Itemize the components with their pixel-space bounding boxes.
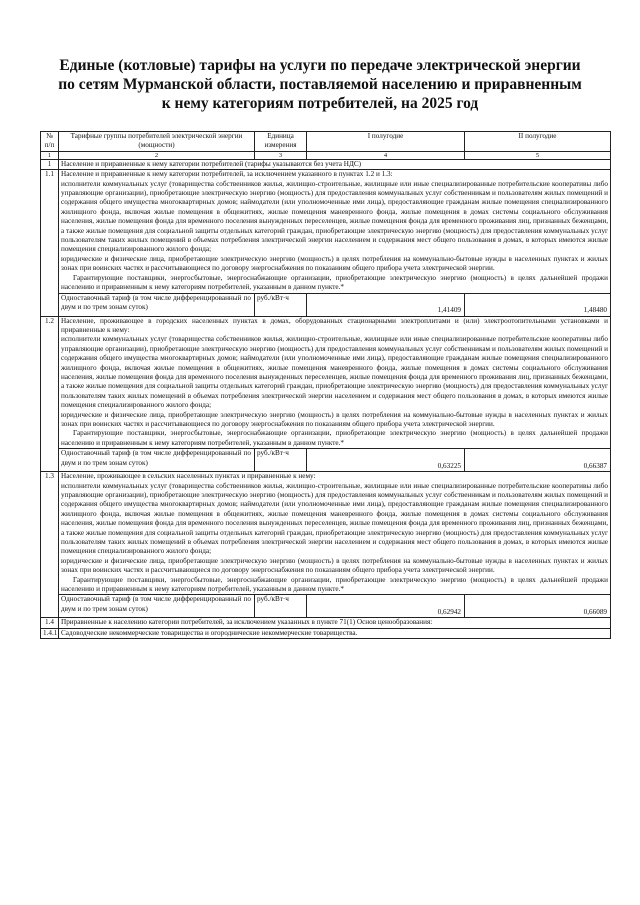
tariff-unit: руб./кВт·ч bbox=[255, 293, 307, 316]
paragraph: исполнители коммунальных услуг (товарищества собственников жилья, жилищно-строительные, жилищные или иные специализированные потребительские кооперативы либо управляющие организации), приобретающие электрическую энергию (мощность) для предоставления коммунальных услуг собственникам и пользователям жилых помещений и содержания общего имущества многоквартирных домов; наймодатели (или уполномоченные ими лица), предоставляющие гражданам жилые помещения специализированного жилищного фонда, включая жилые помещения в общежитиях, жилые помещения маневренного фонда, жилые помещения в домах системы социального обслуживания населения, жилые помещения фонда для временного поселения вынужденных переселенцев, жилые помещения фонда для временного проживания лиц, признанных беженцами, а также жилые помещения для социальной защиты отдельных категорий граждан, приобретающие электрическую энергию (мощность) для предоставления коммунальных услуг пользователям таких жилых помещений в объемах потребления электрической энергии населением и содержания мест общего пользования в домах, в которых имеются жилые помещения специализированного жилого фонда; bbox=[61, 335, 608, 410]
row-number: 1 bbox=[41, 159, 59, 169]
tariff-label: Одноставочный тариф (в том числе дифференцированный по двум и по трем зонам суток) bbox=[59, 449, 255, 472]
col-number: 4 bbox=[307, 151, 465, 159]
row-text: Приравненные к населению категории потребителей, за исключением указанных в пункте 71(1) Основ ценообразования: bbox=[59, 618, 611, 628]
paragraph: исполнители коммунальных услуг (товарищества собственников жилья, жилищно-строительные, жилищные или иные специализированные потребительские кооперативы либо управляющие организации), приобретающие электрическую энергию (мощность) для предоставления коммунальных услуг собственникам и пользователям жилых помещений и содержания общего имущества многоквартирных домов; наймодатели (или уполномоченные ими лица), предоставляющие гражданам жилые помещения специализированного жилищного фонда, включая жилые помещения в общежитиях, жилые помещения маневренного фонда, жилые помещения в домах системы социального обслуживания населения, жилые помещения фонда для временного поселения вынужденных переселенцев, жилые помещения фонда для временного проживания лиц, признанных беженцами, а также жилые помещения для социальной защиты отдельных категорий граждан, приобретающие электрическую энергию (мощность) для предоставления коммунальных услуг пользователям таких жилых помещений в объемах потребления электрической энергии населением и содержания мест общего пользования в домах, в которых имеются жилые помещения специализированного жилого фонда; bbox=[61, 179, 608, 254]
title-line-3: к нему категориям потребителей, на 2025 год bbox=[161, 95, 479, 112]
paragraph: юридические и физические лица, приобретающие электрическую энергию (мощность) в целях потребления на коммунально-бытовые нужды в населенных пунктах и жилых зонах при воинских частях и рассчитывающиеся по договору энергоснабжения по показаниям общего прибора учета электрической энергии. bbox=[61, 410, 608, 428]
title-line-1: Единые (котловые) тарифы на услуги по передаче электрической энергии bbox=[59, 57, 581, 74]
col-number: 1 bbox=[41, 151, 59, 159]
section-row-1-1 bbox=[41, 170, 611, 293]
table-row bbox=[41, 159, 611, 169]
table-row bbox=[41, 618, 611, 628]
tariff-label: Одноставочный тариф (в том числе дифференцированный по двум и по трем зонам суток) bbox=[59, 595, 255, 618]
document-title bbox=[40, 56, 600, 113]
section-row-1-2 bbox=[41, 316, 611, 449]
tariff-value-half-2: 1,48480 bbox=[465, 293, 611, 316]
col-number: 2 bbox=[59, 151, 255, 159]
tariff-table bbox=[40, 131, 611, 639]
paragraph: исполнители коммунальных услуг (товарищества собственников жилья, жилищно-строительные, жилищные или иные специализированные потребительские кооперативы либо управляющие организации), приобретающие электрическую энергию (мощность) для предоставления коммунальных услуг собственникам и пользователям жилых помещений и содержания общего имущества многоквартирных домов; наймодатели (или уполномоченные ими лица), предоставляющие гражданам жилые помещения специализированного жилищного фонда, включая жилые помещения в общежитиях, жилые помещения маневренного фонда, жилые помещения в домах системы социального обслуживания населения, жилые помещения фонда для временного поселения вынужденных переселенцев, жилые помещения фонда для временного проживания лиц, признанных беженцами, а также жилые помещения для социальной защиты отдельных категорий граждан, приобретающие электрическую энергию (мощность) для предоставления коммунальных услуг пользователям таких жилых помещений в объемах потребления электрической энергии населением и содержания мест общего пользования в домах, в которых имеются жилые помещения специализированного жилого фонда; bbox=[61, 481, 608, 556]
section-description bbox=[59, 170, 611, 293]
tariff-label: Одноставочный тариф (в том числе дифференцированный по двум и по трем зонам суток) bbox=[59, 293, 255, 316]
tariff-value-half-1: 0,62942 bbox=[307, 595, 465, 618]
tariff-row bbox=[41, 595, 611, 618]
tariff-value-half-2: 0,66089 bbox=[465, 595, 611, 618]
header-group: Тарифные группы потребителей электрической энергии (мощности) bbox=[59, 132, 255, 152]
row-number: 1.1 bbox=[41, 170, 59, 316]
tariff-row bbox=[41, 293, 611, 316]
col-number: 3 bbox=[255, 151, 307, 159]
title-line-2: по сетям Мурманской области, поставляемой населению и приравненным bbox=[58, 76, 582, 93]
header-half-1: I полугодие bbox=[307, 132, 465, 152]
row-number: 1.2 bbox=[41, 316, 59, 472]
paragraph: Гарантирующие поставщики, энергосбытовые, энергоснабжающие организации, приобретающие электрическую энергию (мощность) в целях дальнейшей продажи населению и приравненным к нему категориям потребителей, указанным в данном пункте.* bbox=[61, 273, 608, 292]
header-unit: Единица измерения bbox=[255, 132, 307, 152]
paragraph: Население, проживающее в городских населенных пунктах в домах, оборудованных стационарными электроплитами и (или) электроотопительными установками и приравненные к нему: bbox=[61, 316, 608, 334]
tariff-row bbox=[41, 449, 611, 472]
column-number-row bbox=[41, 151, 611, 159]
tariff-value-half-1: 1,41409 bbox=[307, 293, 465, 316]
table-header-row bbox=[41, 132, 611, 152]
section-row-1-3 bbox=[41, 472, 611, 595]
header-half-2: II полугодие bbox=[465, 132, 611, 152]
paragraph: юридические и физические лица, приобретающие электрическую энергию (мощность) в целях потребления на коммунально-бытовые нужды в населенных пунктах и жилых зонах при воинских частях и рассчитывающиеся по договору энергоснабжения по показаниям общего прибора учета электрической энергии. bbox=[61, 556, 608, 575]
tariff-value-half-2: 0,66387 bbox=[465, 449, 611, 472]
table-row bbox=[41, 628, 611, 638]
col-number: 5 bbox=[465, 151, 611, 159]
section-description bbox=[59, 472, 611, 595]
tariff-unit: руб./кВт·ч bbox=[255, 595, 307, 618]
row-text: Садоводческие некоммерческие товарищества и огороднические некоммерческие товарищества. bbox=[59, 628, 611, 638]
row-number: 1.4 bbox=[41, 618, 59, 628]
tariff-value-half-1: 0,63225 bbox=[307, 449, 465, 472]
paragraph: Население, проживающее в сельских населенных пунктах и приравненные к нему: bbox=[61, 472, 316, 481]
paragraph: юридические и физические лица, приобретающие электрическую энергию (мощность) в целях потребления на коммунально-бытовые нужды в населенных пунктах и жилых зонах при воинских частях и рассчитывающиеся по договору энергоснабжения по показаниям общего прибора учета электрической энергии. bbox=[61, 254, 608, 273]
tariff-unit: руб./кВт·ч bbox=[255, 449, 307, 472]
header-num: № п/п bbox=[41, 132, 59, 152]
section-description bbox=[59, 316, 611, 449]
row-number: 1.3 bbox=[41, 472, 59, 618]
row-number: 1.4.1 bbox=[41, 628, 59, 638]
paragraph: Гарантирующие поставщики, энергосбытовые, энергоснабжающие организации, приобретающие электрическую энергию (мощность) в целях дальнейшей продажи населению и приравненным к нему категориям потребителей, указанным в данном пункте.* bbox=[61, 575, 608, 594]
row-text: Население и приравненные к нему категории потребителей (тарифы указываются без учета НДС) bbox=[59, 159, 611, 169]
paragraph: Население и приравненные к нему категории потребителей, за исключением указанного в пунктах 1.2 и 1.3: bbox=[61, 170, 393, 179]
paragraph: Гарантирующие поставщики, энергосбытовые, энергоснабжающие организации, приобретающие электрическую энергию (мощность) в целях дальнейшей продажи населению и приравненным к нему категориям потребителей, указанным в данном пункте.* bbox=[61, 429, 608, 447]
